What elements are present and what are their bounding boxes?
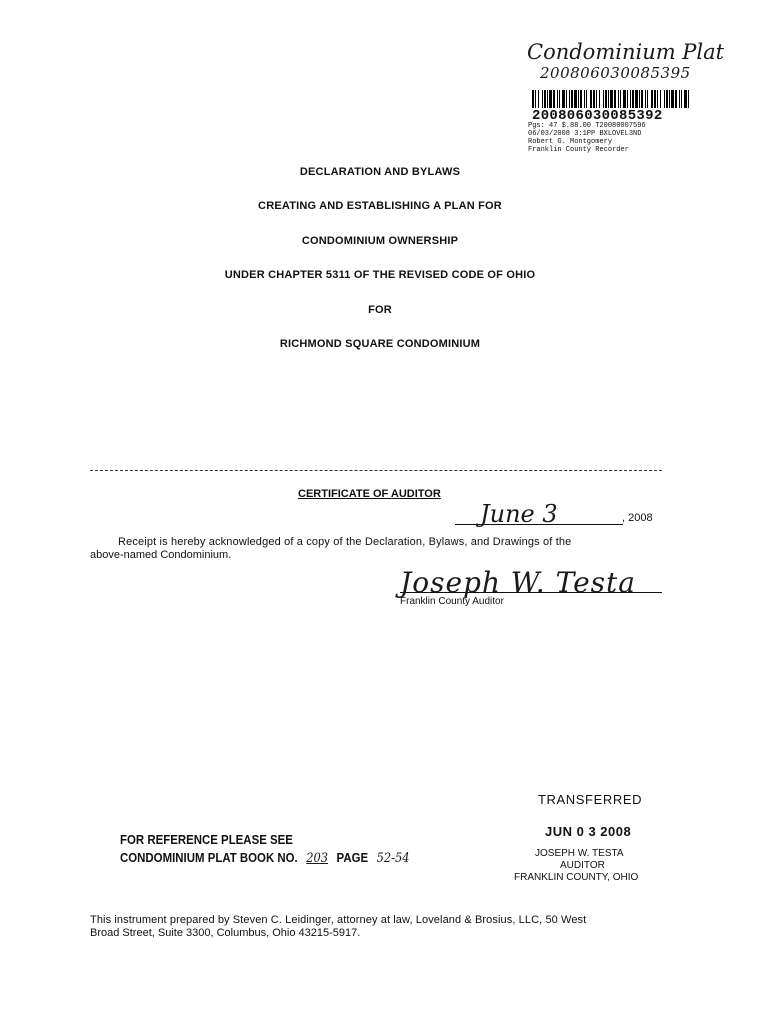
certificate-year: , 2008 xyxy=(622,512,653,524)
transferred-county: FRANKLIN COUNTY, OHIO xyxy=(514,872,639,883)
recorder-line-3: Robert G. Montgomery xyxy=(528,138,613,146)
page-label: PAGE xyxy=(336,850,369,865)
footer-line-1: This instrument prepared by Steven C. Leidinger, attorney at law, Loveland & Brosius, LLC, 50 West xyxy=(90,914,587,926)
heading-line-5: FOR xyxy=(368,304,392,316)
heading-line-6: RICHMOND SQUARE CONDOMINIUM xyxy=(279,338,481,350)
heading-line-4: UNDER CHAPTER 5311 OF THE REVISED CODE OF OHIO xyxy=(224,269,536,281)
handwritten-plat-title: Condominium Plat xyxy=(527,40,725,64)
barcode xyxy=(532,90,692,108)
footer-line-2: Broad Street, Suite 3300, Columbus, Ohio 43215-5917. xyxy=(90,927,361,939)
signature-caption: Franklin County Auditor xyxy=(400,596,504,607)
receipt-line-1: Receipt is hereby acknowledged of a copy of the Declaration, Bylaws, and Drawings of the xyxy=(118,536,572,548)
instrument-number: 200806030085392 xyxy=(532,108,663,124)
plat-book-number: 203 xyxy=(306,851,329,866)
reference-line-1: FOR REFERENCE PLEASE SEE xyxy=(120,832,293,847)
recorder-line-4: Franklin County Recorder xyxy=(528,146,629,154)
heading-line-3: CONDOMINIUM OWNERSHIP xyxy=(301,235,459,247)
reference-line-2 xyxy=(120,850,410,866)
page-number: 52-54 xyxy=(376,851,410,866)
recorder-line-2: 06/03/2008 3:1PP BXLOVEL3ND xyxy=(528,130,642,138)
recorder-line-1: Pgs: 47 $.88.00 T20080007596 xyxy=(528,122,646,130)
heading-line-1: DECLARATION AND BYLAWS xyxy=(299,166,461,178)
certificate-title: CERTIFICATE OF AUDITOR xyxy=(298,488,441,500)
transferred-label: TRANSFERRED xyxy=(538,792,643,807)
heading-line-2: CREATING AND ESTABLISHING A PLAN FOR xyxy=(258,200,502,212)
dashed-separator xyxy=(90,470,662,471)
transferred-date: JUN 0 3 2008 xyxy=(545,824,632,839)
handwritten-date: June 3 xyxy=(480,500,558,528)
transferred-name: JOSEPH W. TESTA xyxy=(535,848,624,859)
plat-book-label: CONDOMINIUM PLAT BOOK NO. xyxy=(120,850,298,865)
receipt-line-2: above-named Condominium. xyxy=(90,549,232,561)
transferred-title: AUDITOR xyxy=(560,860,605,871)
auditor-signature: Joseph W. Testa xyxy=(400,566,636,599)
handwritten-plat-number: 200806030085395 xyxy=(540,64,691,82)
